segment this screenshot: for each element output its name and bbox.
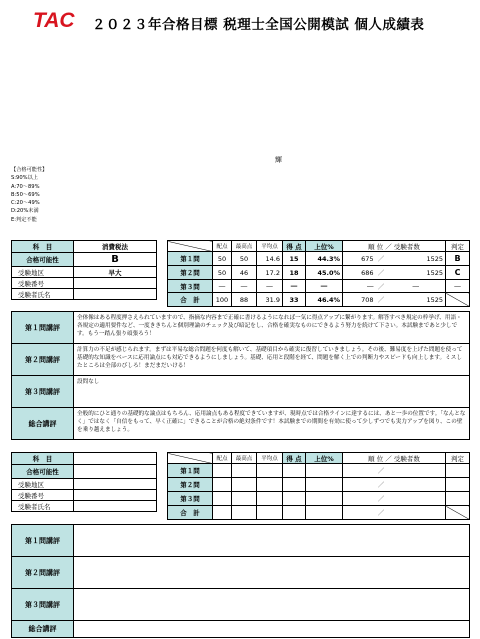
haiten-cell: 50 [213,252,232,266]
comment-label: 第３問講評 [12,376,74,408]
comment-label: 総合講評 [12,621,74,638]
comment-label: 第１問講評 [12,312,74,344]
area-value [74,479,157,490]
col-header: 配点 [213,453,232,464]
examinees-cell: ― [387,280,446,293]
legend-item: D:20%未満 [11,208,39,215]
avg-cell: 31.9 [257,293,283,307]
examinees-cell: 1525 [387,266,446,280]
rank-separator: ／ [376,266,387,280]
comment-label: 第３問講評 [12,589,74,621]
number-label: 受験番号 [12,278,74,289]
max-cell: 46 [232,266,257,280]
row-label: 第３問 [168,280,213,293]
total-row [168,506,470,520]
legend-item: B:50～69% [11,191,40,198]
col-header: 得 点 [283,453,306,464]
row-label: 第２問 [168,478,213,492]
page-title: ２０２３年合格目標 税理士全国公開模試 個人成績表 [92,17,425,33]
judge-cell: B [446,252,470,266]
subject-value: 消費税法 [74,241,157,253]
card2-info-table [11,452,157,512]
judge-cell: C [446,266,470,280]
rank-cell: 675 [343,252,376,266]
area-label: 受験地区 [12,479,74,490]
col-header: 最高点 [232,241,257,252]
avg-cell: ― [257,280,283,293]
rank-cell: 708 [343,293,376,307]
number-label: 受験番号 [12,490,74,501]
card1-score-table [167,240,470,307]
subject-label: 科 目 [12,241,74,253]
haiten-cell: 100 [213,293,232,307]
comment-label: 第１問講評 [12,525,74,557]
col-header: 最高点 [232,453,257,464]
pct-cell: ― [306,280,343,293]
pct-cell: 44.3% [306,252,343,266]
score-cell: 33 [283,293,306,307]
score-cell: 18 [283,266,306,280]
name-label: 受験者氏名 [12,289,74,300]
avg-cell: 17.2 [257,266,283,280]
legend-item: A:70～89% [11,183,40,190]
col-header: 順 位 ／ 受験者数 [343,453,446,464]
score-row [168,266,470,280]
rank-separator: ／ [376,478,387,492]
area-value: 早大 [74,267,157,278]
col-header: 平均点 [257,453,283,464]
rank-separator: ／ [376,492,387,506]
pct-cell: 46.4% [306,293,343,307]
examinees-cell: 1525 [387,252,446,266]
possibility-value: B [74,253,157,267]
row-label: 合 計 [168,293,213,307]
row-label: 合 計 [168,506,213,520]
card1-comments [11,311,470,440]
comment-text: 設問なし [74,376,470,408]
comment-text: 全体像はある程度押さえられていますので、指摘な内容まで正確に書けるようになれば一気に得点アップに繋がります。解答すべき規定の枠挙げ、用語・各規定の適用要件など、一度ききちんと個別理論のチェック及び暗記をし、合格を確実なものにできるよう努力を続けて下さい。本試験まであと少しです。もう一踏ん張り頑張ろう！ [74,312,470,344]
row-label: 第２問 [168,266,213,280]
row-label: 第１問 [168,464,213,478]
pct-cell: 45.0% [306,266,343,280]
rank-cell: 686 [343,266,376,280]
score-row [168,252,470,266]
legend-heading: 【合格可能性】 [11,167,48,173]
col-header: 判定 [446,241,470,252]
col-header: 平均点 [257,241,283,252]
avg-cell: 14.6 [257,252,283,266]
number-value [74,278,157,289]
comment-label: 第２問講評 [12,344,74,376]
row-label: 第３問 [168,492,213,506]
card2-comments [11,524,470,638]
rank-separator: ／ [376,464,387,478]
comment-text [74,589,470,621]
tac-logo: TAC [33,9,75,32]
corner-cell [168,241,213,252]
rank-separator: ／ [376,293,387,307]
judge-cell [446,293,470,307]
score-cell: ― [283,280,306,293]
col-header: 順 位 ／ 受験者数 [343,241,446,252]
possibility-legend [11,166,47,224]
rank-separator: ／ [376,280,387,293]
score-row [168,280,470,293]
legend-item: S:90%以上 [11,175,38,182]
max-cell: 88 [232,293,257,307]
possibility-value [74,465,157,479]
possibility-label: 合格可能性 [12,253,74,267]
haiten-cell: ― [213,280,232,293]
comment-label: 第２問講評 [12,557,74,589]
row-label: 第１問 [168,252,213,266]
max-cell: ― [232,280,257,293]
comment-text [74,525,470,557]
name-label: 受験者氏名 [12,501,74,512]
score-row [168,492,470,506]
col-header: 判定 [446,453,470,464]
card1-info-table [11,240,157,300]
corner-cell [168,453,213,464]
name-value [74,289,157,300]
score-cell: 15 [283,252,306,266]
name-value [74,501,157,512]
comment-text: 計算力の不足が感じられます。まずは平易な総合問題を何度も解いて、基礎項目から確実に復習していきましょう。その後、難易度を上げた問題を使って基礎的な知識をベースに応用論点にも対応できるようにしましょう。基礎、応用と段階を経て、問題を解く上での判断力やスピードも向上します。ミスしたところは全部のびしろ！まだまだいける！ [74,344,470,376]
rank-cell: ― [343,280,376,293]
subject-value [74,453,157,465]
rank-separator: ／ [376,252,387,266]
subject-label: 科 目 [12,453,74,465]
comment-text [74,557,470,589]
possibility-label: 合格可能性 [12,465,74,479]
judge-cell [446,506,470,520]
col-header: 上位% [306,241,343,252]
comment-text [74,621,470,638]
number-value [74,490,157,501]
col-header: 配点 [213,241,232,252]
legend-item: E:判定不能 [11,216,37,223]
comment-label: 総合講評 [12,408,74,440]
total-row [168,293,470,307]
col-header: 得 点 [283,241,306,252]
area-label: 受験地区 [12,267,74,278]
judge-cell: ― [446,280,470,293]
stamp-mark: 輝 [275,156,282,164]
score-row [168,478,470,492]
haiten-cell: 50 [213,266,232,280]
rank-separator: ／ [376,506,387,520]
card2-score-table [167,452,470,520]
legend-item: C:20～49% [11,200,40,207]
max-cell: 50 [232,252,257,266]
examinees-cell: 1525 [387,293,446,307]
score-row [168,464,470,478]
col-header: 上位% [306,453,343,464]
comment-text: 全般的にひと通りの基礎的な論点はもちろん、応用論点もある程度できていますが、現時点では合格ラインに達するには、あと一歩の位置です。「なんとなく」ではなく「自信をもって、早く正確に」できることが合格の絶対条件です！本試験までの期間を有効に使って少しずつでも実力アップを図り、この壁を乗り越えましょう。 [74,408,470,440]
